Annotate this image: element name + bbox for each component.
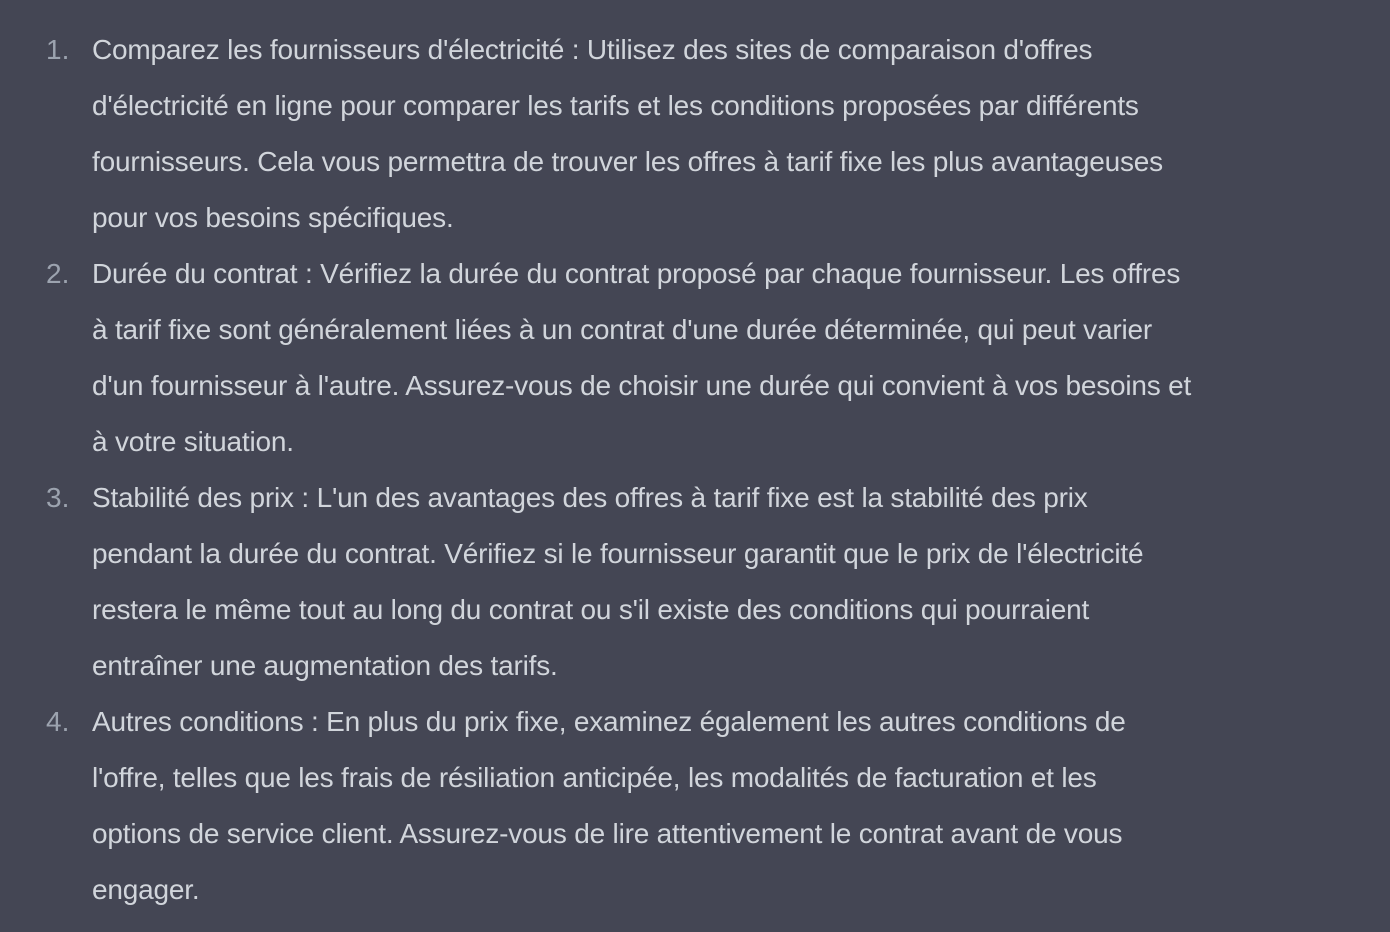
advice-list <box>0 22 1191 918</box>
item-text-line: fournisseurs. Cela vous permettra de trouver les offres à tarif fixe les plus avantageuses <box>92 146 1163 177</box>
item-text-line: Comparez les fournisseurs d'électricité : Utilisez des sites de comparaison d'offres <box>92 34 1093 65</box>
list-item <box>0 694 1191 918</box>
item-text-line: engager. <box>92 874 200 905</box>
list-item <box>0 246 1191 470</box>
item-text-line: entraîner une augmentation des tarifs. <box>92 650 558 681</box>
list-item <box>0 470 1191 694</box>
item-text-line: pendant la durée du contrat. Vérifiez si le fournisseur garantit que le prix de l'électricité <box>92 538 1144 569</box>
item-number: 3. <box>46 482 70 513</box>
item-text-line: à tarif fixe sont généralement liées à un contrat d'une durée déterminée, qui peut varier <box>92 314 1152 345</box>
list-item <box>0 22 1191 246</box>
item-text-line: d'électricité en ligne pour comparer les tarifs et les conditions proposées par différents <box>92 90 1139 121</box>
item-text-line: à votre situation. <box>92 426 294 457</box>
item-number: 1. <box>46 34 70 65</box>
item-text-line: Autres conditions : En plus du prix fixe, examinez également les autres conditions de <box>92 706 1126 737</box>
item-number: 2. <box>46 258 70 289</box>
item-text-line: Durée du contrat : Vérifiez la durée du contrat proposé par chaque fournisseur. Les offres <box>92 258 1181 289</box>
item-text-line: Stabilité des prix : L'un des avantages des offres à tarif fixe est la stabilité des prix <box>92 482 1088 513</box>
item-text-line: l'offre, telles que les frais de résiliation anticipée, les modalités de facturation et les <box>92 762 1097 793</box>
item-text-line: pour vos besoins spécifiques. <box>92 202 454 233</box>
item-text-line: d'un fournisseur à l'autre. Assurez-vous de choisir une durée qui convient à vos besoins et <box>92 370 1192 401</box>
item-text-line: restera le même tout au long du contrat ou s'il existe des conditions qui pourraient <box>92 594 1090 625</box>
item-number: 4. <box>46 706 70 737</box>
item-text-line: options de service client. Assurez-vous de lire attentivement le contrat avant de vous <box>92 818 1123 849</box>
